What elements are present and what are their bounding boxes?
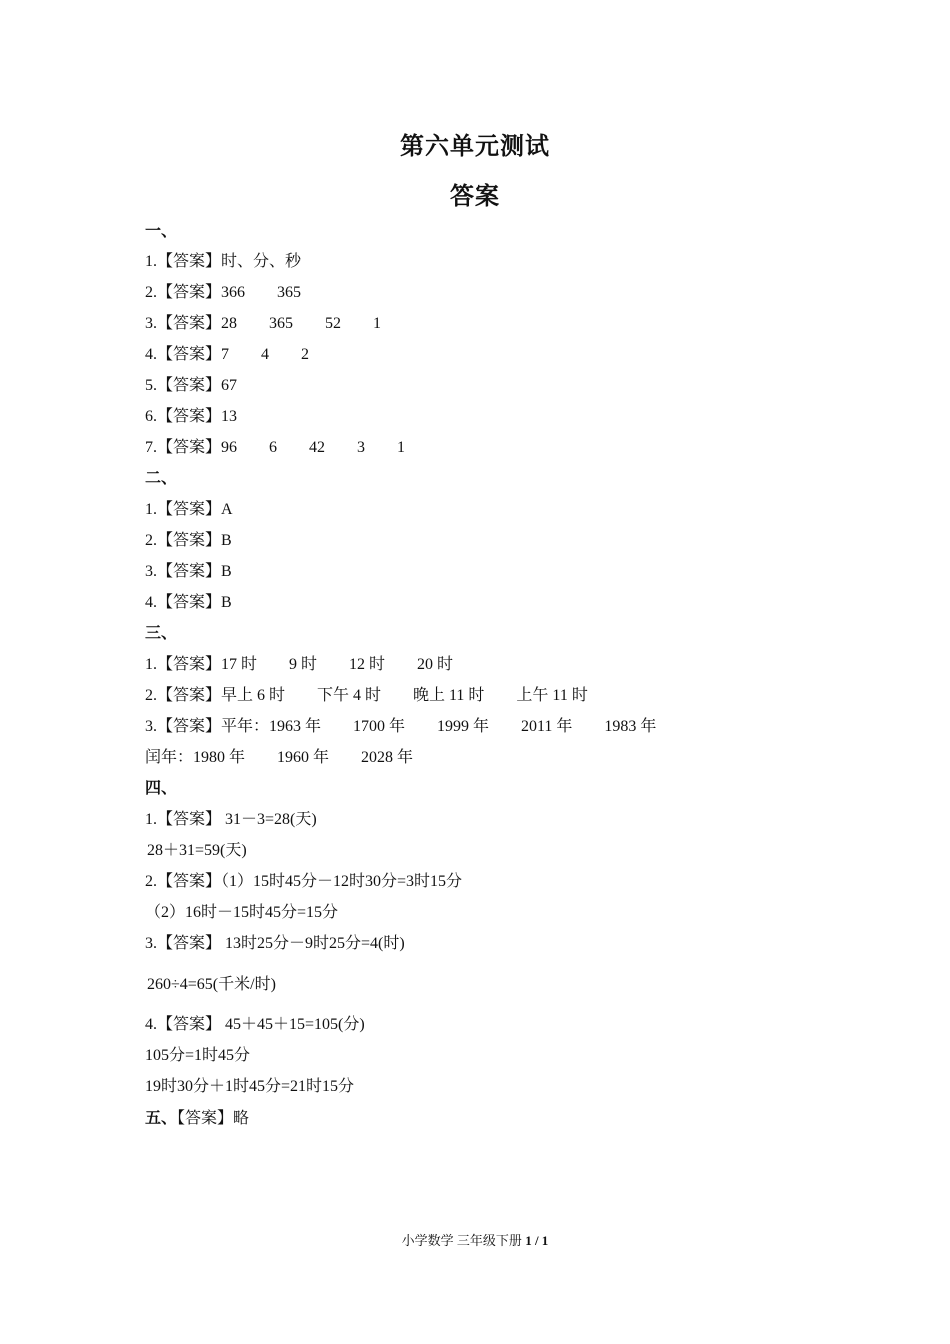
answer-line: 五、【答案】略	[145, 1110, 250, 1127]
section-heading-3: 三、	[145, 625, 178, 642]
section-heading-1: 一、	[145, 223, 178, 240]
answer-continuation: 19时30分＋1时45分=21时15分	[145, 1078, 355, 1095]
answer-line: 3.【答案】 13时25分－9时25分=4(时)	[145, 935, 405, 952]
section-heading-4: 四、	[145, 780, 178, 797]
answer-line: 1.【答案】A	[145, 501, 233, 518]
answer-line: 1.【答案】17 时 9 时 12 时 20 时	[145, 656, 454, 673]
section-heading-2: 二、	[145, 470, 178, 487]
answer-line: 7.【答案】96 6 42 3 1	[145, 439, 406, 456]
page-footer	[0, 1230, 950, 1249]
answer-line: 1.【答案】时、分、秒	[145, 253, 302, 270]
answer-line: 2.【答案】早上 6 时 下午 4 时 晚上 11 时 上午 11 时	[145, 687, 588, 704]
page-title: 第六单元测试	[400, 134, 550, 160]
answer-line: 1.【答案】 31－3=28(天)	[145, 811, 317, 828]
page-number: 1 / 1	[525, 1233, 549, 1248]
answer-line: 5.【答案】67	[145, 377, 238, 394]
answer-continuation: （2）16时－15时45分=15分	[145, 904, 339, 921]
answer-line: 3.【答案】B	[145, 563, 232, 580]
answer-line: 2.【答案】366 365	[145, 284, 302, 301]
answer-line: 6.【答案】13	[145, 408, 238, 425]
answer-line: 4.【答案】7 4 2	[145, 346, 310, 363]
answer-line: 2.【答案】（1）15时45分－12时30分=3时15分	[145, 873, 463, 890]
answer-line: 3.【答案】28 365 52 1	[145, 315, 382, 332]
page-subtitle: 答案	[450, 184, 500, 210]
answer-line: 4.【答案】 45＋45＋15=105(分)	[145, 1016, 365, 1033]
answer-continuation: 260÷4=65(千米/时)	[147, 976, 276, 993]
answer-continuation: 28＋31=59(天)	[147, 842, 247, 859]
answer-line: 2.【答案】B	[145, 532, 232, 549]
answer-continuation: 105分=1时45分	[145, 1047, 251, 1064]
answer-continuation: 闰年：1980 年 1960 年 2028 年	[145, 749, 414, 766]
answer-line: 3.【答案】平年：1963 年 1700 年 1999 年 2011 年 1983 年	[145, 718, 657, 735]
answer-line: 4.【答案】B	[145, 594, 232, 611]
footer-text: 小学数学 三年级下册	[401, 1233, 522, 1248]
section-heading-5: 五、	[145, 1110, 178, 1127]
